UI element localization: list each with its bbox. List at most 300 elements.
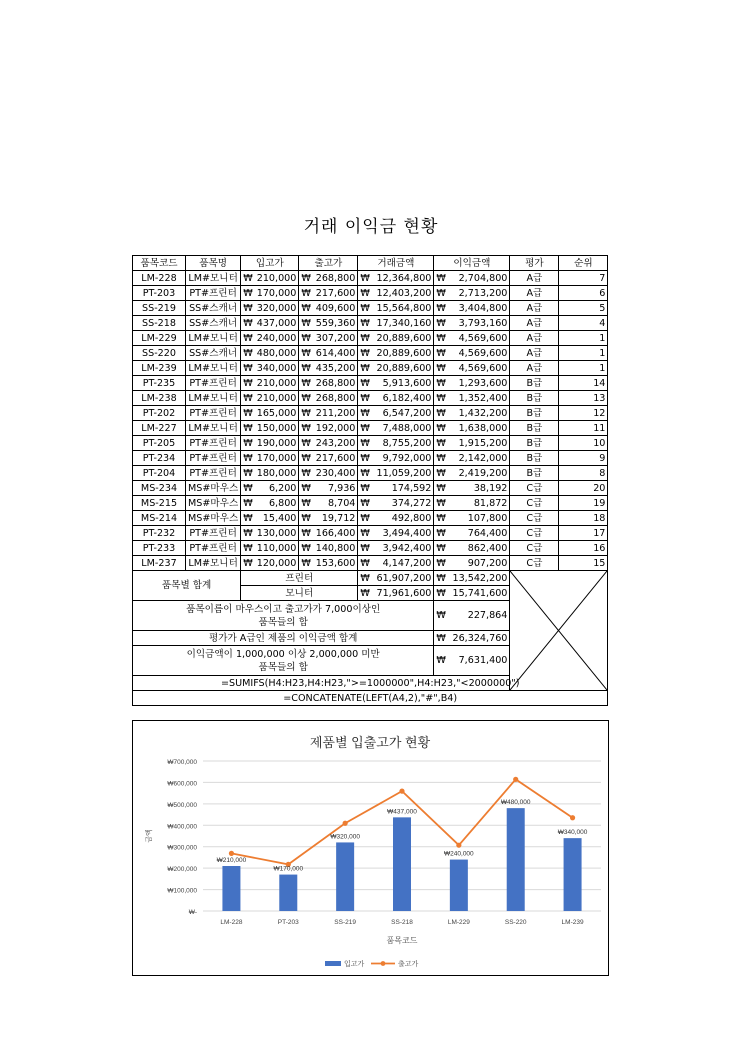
currency-symbol: ₩	[358, 541, 372, 556]
row-profit-amount: 1,432,200	[448, 406, 510, 421]
row-profit-amount: 2,704,800	[448, 271, 510, 286]
row-code: PT-205	[133, 436, 186, 451]
row-trade-amount: 374,272	[372, 496, 434, 511]
item-total-label: 품목별 합계	[133, 571, 241, 601]
formula-sumifs: =SUMIFS(H4:H23,H4:H23,">=1000000",H4:H23,"<2000000")	[133, 676, 608, 691]
chart-title: 제품별 입출고가 현황	[309, 735, 431, 750]
row-grade: A급	[510, 316, 559, 331]
row-rank: 6	[559, 286, 608, 301]
legend-out-price: 출고가	[398, 961, 419, 968]
row-grade: B급	[510, 451, 559, 466]
x-tick-label: LM-229	[447, 919, 470, 926]
row-code: PT-235	[133, 376, 186, 391]
x-tick-label: PT-203	[277, 919, 299, 926]
currency-symbol: ₩	[241, 511, 255, 526]
row-out-price: 140,800	[313, 541, 358, 556]
currency-symbol: ₩	[299, 496, 313, 511]
row-grade: C급	[510, 496, 559, 511]
row-name: MS#마우스	[186, 511, 241, 526]
row-rank: 5	[559, 301, 608, 316]
currency-symbol: ₩	[434, 391, 448, 406]
profit-range-line1: 이익금액이 1,000,000 이상 2,000,000 미만	[186, 648, 380, 660]
currency-symbol: ₩	[299, 346, 313, 361]
legend-bar-swatch	[325, 961, 341, 966]
row-trade-amount: 12,403,200	[372, 286, 434, 301]
row-out-price: 230,400	[313, 466, 358, 481]
row-in-price: 210,000	[255, 271, 299, 286]
row-grade: B급	[510, 466, 559, 481]
row-code: PT-203	[133, 286, 186, 301]
currency-symbol: ₩	[299, 406, 313, 421]
row-profit-amount: 764,400	[448, 526, 510, 541]
empty-crossed-cell	[510, 571, 608, 691]
currency-symbol: ₩	[358, 436, 372, 451]
row-rank: 10	[559, 436, 608, 451]
row-grade: A급	[510, 346, 559, 361]
profit-range-value: 7,631,400	[448, 646, 510, 676]
row-rank: 9	[559, 451, 608, 466]
bar-lm-229	[450, 860, 468, 911]
row-code: LM-229	[133, 331, 186, 346]
bar-data-label: ₩210,000	[216, 857, 247, 864]
mouse-condition-label	[133, 601, 434, 631]
row-trade-amount: 20,889,600	[372, 346, 434, 361]
mouse-condition-line2: 품목들의 합	[258, 616, 308, 628]
currency-symbol: ₩	[358, 571, 372, 586]
row-rank: 7	[559, 271, 608, 286]
row-code: MS-215	[133, 496, 186, 511]
currency-symbol: ₩	[358, 586, 372, 601]
header-name: 품목명	[186, 256, 241, 271]
currency-symbol: ₩	[358, 361, 372, 376]
table-row	[133, 526, 608, 541]
price-chart	[132, 720, 609, 976]
currency-symbol: ₩	[434, 286, 448, 301]
row-trade-amount: 12,364,800	[372, 271, 434, 286]
row-profit-amount: 4,569,600	[448, 346, 510, 361]
bar-pt-203	[279, 875, 297, 911]
currency-symbol: ₩	[434, 436, 448, 451]
printer-label: 프린터	[241, 571, 358, 586]
currency-symbol: ₩	[241, 271, 255, 286]
row-rank: 20	[559, 481, 608, 496]
row-out-price: 153,600	[313, 556, 358, 571]
row-profit-amount: 1,352,400	[448, 391, 510, 406]
table-row	[133, 481, 608, 496]
currency-symbol: ₩	[299, 271, 313, 286]
row-name: LM#모니터	[186, 556, 241, 571]
currency-symbol: ₩	[434, 526, 448, 541]
currency-symbol: ₩	[299, 436, 313, 451]
row-grade: C급	[510, 526, 559, 541]
sheet-title: 거래 이익금 현황	[303, 217, 439, 237]
currency-symbol: ₩	[299, 451, 313, 466]
row-in-price: 6,800	[255, 496, 299, 511]
row-out-price: 166,400	[313, 526, 358, 541]
x-tick-label: SS-219	[334, 919, 356, 926]
row-name: MS#마우스	[186, 496, 241, 511]
table-row	[133, 271, 608, 286]
row-profit-amount: 1,915,200	[448, 436, 510, 451]
table-row	[133, 436, 608, 451]
row-out-price: 8,704	[313, 496, 358, 511]
row-out-price: 192,000	[313, 421, 358, 436]
currency-symbol: ₩	[241, 526, 255, 541]
row-rank: 13	[559, 391, 608, 406]
row-out-price: 268,800	[313, 391, 358, 406]
row-code: SS-219	[133, 301, 186, 316]
row-code: PT-233	[133, 541, 186, 556]
currency-symbol: ₩	[241, 361, 255, 376]
row-out-price: 307,200	[313, 331, 358, 346]
currency-symbol: ₩	[299, 331, 313, 346]
row-rank: 12	[559, 406, 608, 421]
row-name: PT#프린터	[186, 466, 241, 481]
row-in-price: 190,000	[255, 436, 299, 451]
summary-section	[133, 571, 608, 706]
bar-lm-239	[564, 838, 582, 911]
currency-symbol: ₩	[434, 271, 448, 286]
monitor-profit-total: 15,741,600	[448, 586, 510, 601]
row-out-price: 243,200	[313, 436, 358, 451]
legend-in-price: 입고가	[344, 961, 365, 968]
row-code: PT-234	[133, 451, 186, 466]
row-in-price: 180,000	[255, 466, 299, 481]
currency-symbol: ₩	[358, 331, 372, 346]
bar-data-label: ₩170,000	[273, 865, 304, 873]
currency-symbol: ₩	[358, 466, 372, 481]
row-trade-amount: 3,942,400	[372, 541, 434, 556]
legend-line-marker	[381, 961, 386, 966]
row-in-price: 240,000	[255, 331, 299, 346]
profit-range-label	[133, 646, 434, 676]
currency-symbol: ₩	[241, 376, 255, 391]
row-name: LM#모니터	[186, 271, 241, 286]
row-rank: 11	[559, 421, 608, 436]
bar-lm-228	[222, 866, 240, 911]
bar-data-label: ₩437,000	[387, 808, 417, 816]
row-trade-amount: 492,800	[372, 511, 434, 526]
currency-symbol: ₩	[299, 421, 313, 436]
row-name: PT#프린터	[186, 286, 241, 301]
row-code: PT-232	[133, 526, 186, 541]
row-out-price: 268,800	[313, 271, 358, 286]
row-code: LM-239	[133, 361, 186, 376]
row-out-price: 19,712	[313, 511, 358, 526]
row-profit-amount: 862,400	[448, 541, 510, 556]
currency-symbol: ₩	[358, 391, 372, 406]
row-out-price: 211,200	[313, 406, 358, 421]
printer-trade-total: 61,907,200	[372, 571, 434, 586]
currency-symbol: ₩	[299, 481, 313, 496]
formula-concatenate: =CONCATENATE(LEFT(A4,2),"#",B4)	[133, 691, 608, 706]
table-row	[133, 361, 608, 376]
currency-symbol: ₩	[434, 376, 448, 391]
row-rank: 16	[559, 541, 608, 556]
currency-symbol: ₩	[241, 436, 255, 451]
row-profit-amount: 907,200	[448, 556, 510, 571]
currency-symbol: ₩	[434, 361, 448, 376]
table-row	[133, 496, 608, 511]
row-profit-amount: 81,872	[448, 496, 510, 511]
bar-ss-220	[507, 808, 525, 911]
currency-symbol: ₩	[241, 451, 255, 466]
bar-data-label: ₩240,000	[444, 850, 474, 858]
currency-symbol: ₩	[434, 316, 448, 331]
currency-symbol: ₩	[299, 466, 313, 481]
row-trade-amount: 6,547,200	[372, 406, 434, 421]
row-profit-amount: 107,800	[448, 511, 510, 526]
row-grade: B급	[510, 436, 559, 451]
row-out-price: 614,400	[313, 346, 358, 361]
row-grade: A급	[510, 331, 559, 346]
currency-symbol: ₩	[434, 481, 448, 496]
row-grade: A급	[510, 301, 559, 316]
currency-symbol: ₩	[299, 316, 313, 331]
row-profit-amount: 2,713,200	[448, 286, 510, 301]
y-tick-label: ₩600,000	[167, 780, 197, 788]
row-in-price: 170,000	[255, 286, 299, 301]
row-rank: 17	[559, 526, 608, 541]
table-row	[133, 511, 608, 526]
currency-symbol: ₩	[299, 511, 313, 526]
monitor-label: 모니터	[241, 586, 358, 601]
row-name: PT#프린터	[186, 406, 241, 421]
row-profit-amount: 3,404,800	[448, 301, 510, 316]
bar-ss-219	[336, 842, 354, 911]
currency-symbol: ₩	[434, 406, 448, 421]
table-row	[133, 421, 608, 436]
currency-symbol: ₩	[358, 556, 372, 571]
row-trade-amount: 20,889,600	[372, 331, 434, 346]
row-in-price: 150,000	[255, 421, 299, 436]
row-in-price: 210,000	[255, 391, 299, 406]
header-row	[133, 256, 608, 271]
row-profit-amount: 2,419,200	[448, 466, 510, 481]
bar-ss-218	[393, 817, 411, 911]
row-trade-amount: 8,755,200	[372, 436, 434, 451]
table-row	[133, 466, 608, 481]
header-rank: 순위	[559, 256, 608, 271]
row-grade: C급	[510, 481, 559, 496]
currency-symbol: ₩	[241, 286, 255, 301]
row-in-price: 165,000	[255, 406, 299, 421]
currency-symbol: ₩	[358, 346, 372, 361]
currency-symbol: ₩	[299, 526, 313, 541]
row-code: LM-237	[133, 556, 186, 571]
currency-symbol: ₩	[241, 556, 255, 571]
row-trade-amount: 4,147,200	[372, 556, 434, 571]
row-in-price: 110,000	[255, 541, 299, 556]
row-in-price: 6,200	[255, 481, 299, 496]
mouse-condition-value: 227,864	[448, 601, 510, 631]
row-name: PT#프린터	[186, 436, 241, 451]
x-tick-label: LM-228	[220, 919, 243, 926]
out-price-point	[229, 851, 234, 856]
row-rank: 1	[559, 331, 608, 346]
row-rank: 4	[559, 316, 608, 331]
currency-symbol: ₩	[358, 301, 372, 316]
row-rank: 14	[559, 376, 608, 391]
mouse-condition-line1: 품목이름이 마우스이고 출고가가 7,000이상인	[186, 603, 381, 615]
row-profit-amount: 1,293,600	[448, 376, 510, 391]
currency-symbol: ₩	[241, 406, 255, 421]
row-name: SS#스캐너	[186, 301, 241, 316]
currency-symbol: ₩	[358, 286, 372, 301]
currency-symbol: ₩	[434, 556, 448, 571]
row-rank: 1	[559, 346, 608, 361]
table-row	[133, 376, 608, 391]
currency-symbol: ₩	[434, 346, 448, 361]
monitor-trade-total: 71,961,600	[372, 586, 434, 601]
y-tick-label: ₩200,000	[167, 866, 197, 874]
table-row	[133, 391, 608, 406]
currency-symbol: ₩	[434, 511, 448, 526]
table-row	[133, 331, 608, 346]
currency-symbol: ₩	[434, 571, 448, 586]
out-price-point	[513, 777, 518, 782]
cross-mark	[510, 571, 607, 690]
row-out-price: 7,936	[313, 481, 358, 496]
table-row	[133, 541, 608, 556]
bar-data-label: ₩340,000	[557, 829, 588, 837]
row-name: PT#프린터	[186, 526, 241, 541]
currency-symbol: ₩	[358, 451, 372, 466]
currency-symbol: ₩	[241, 301, 255, 316]
row-trade-amount: 9,792,000	[372, 451, 434, 466]
currency-symbol: ₩	[241, 331, 255, 346]
currency-symbol: ₩	[241, 481, 255, 496]
currency-symbol: ₩	[299, 541, 313, 556]
currency-symbol: ₩	[299, 286, 313, 301]
profit-table	[132, 255, 608, 706]
currency-symbol: ₩	[241, 541, 255, 556]
row-grade: C급	[510, 541, 559, 556]
row-name: SS#스캐너	[186, 346, 241, 361]
table-row	[133, 556, 608, 571]
out-price-point	[456, 843, 461, 848]
row-rank: 19	[559, 496, 608, 511]
row-trade-amount: 3,494,400	[372, 526, 434, 541]
row-grade: B급	[510, 376, 559, 391]
row-name: LM#모니터	[186, 331, 241, 346]
row-name: PT#프린터	[186, 541, 241, 556]
currency-symbol: ₩	[241, 466, 255, 481]
row-profit-amount: 4,569,600	[448, 331, 510, 346]
row-code: SS-218	[133, 316, 186, 331]
row-code: LM-238	[133, 391, 186, 406]
y-tick-label: ₩400,000	[167, 823, 197, 831]
row-in-price: 480,000	[255, 346, 299, 361]
table-row	[133, 451, 608, 466]
row-profit-amount: 1,638,000	[448, 421, 510, 436]
row-name: LM#모니터	[186, 391, 241, 406]
printer-profit-total: 13,542,200	[448, 571, 510, 586]
currency-symbol: ₩	[241, 346, 255, 361]
table-row	[133, 346, 608, 361]
currency-symbol: ₩	[358, 421, 372, 436]
y-axis-label: 금액	[146, 829, 153, 843]
currency-symbol: ₩	[358, 271, 372, 286]
row-out-price: 217,600	[313, 451, 358, 466]
header-grade: 평가	[510, 256, 559, 271]
row-in-price: 340,000	[255, 361, 299, 376]
row-grade: B급	[510, 421, 559, 436]
row-in-price: 120,000	[255, 556, 299, 571]
currency-symbol: ₩	[241, 391, 255, 406]
chart-canvas	[133, 721, 608, 975]
row-trade-amount: 11,059,200	[372, 466, 434, 481]
row-in-price: 130,000	[255, 526, 299, 541]
row-grade: B급	[510, 406, 559, 421]
row-trade-amount: 7,488,000	[372, 421, 434, 436]
row-in-price: 15,400	[255, 511, 299, 526]
currency-symbol: ₩	[299, 556, 313, 571]
row-rank: 1	[559, 361, 608, 376]
row-trade-amount: 174,592	[372, 481, 434, 496]
header-out-price: 출고가	[299, 256, 358, 271]
row-code: MS-234	[133, 481, 186, 496]
out-price-point	[570, 815, 575, 820]
row-out-price: 409,600	[313, 301, 358, 316]
row-code: SS-220	[133, 346, 186, 361]
row-in-price: 210,000	[255, 376, 299, 391]
currency-symbol: ₩	[299, 361, 313, 376]
currency-symbol: ₩	[241, 421, 255, 436]
currency-symbol: ₩	[299, 391, 313, 406]
row-trade-amount: 6,182,400	[372, 391, 434, 406]
row-code: LM-228	[133, 271, 186, 286]
row-code: MS-214	[133, 511, 186, 526]
row-profit-amount: 38,192	[448, 481, 510, 496]
x-axis-label: 품목코드	[386, 936, 418, 945]
y-tick-label: ₩700,000	[167, 759, 197, 766]
y-tick-label: ₩500,000	[167, 801, 197, 809]
currency-symbol: ₩	[358, 376, 372, 391]
currency-symbol: ₩	[299, 301, 313, 316]
currency-symbol: ₩	[434, 646, 448, 676]
row-trade-amount: 15,564,800	[372, 301, 434, 316]
row-name: PT#프린터	[186, 376, 241, 391]
out-price-point	[343, 821, 348, 826]
currency-symbol: ₩	[358, 496, 372, 511]
currency-symbol: ₩	[434, 331, 448, 346]
currency-symbol: ₩	[358, 526, 372, 541]
row-grade: C급	[510, 511, 559, 526]
row-trade-amount: 20,889,600	[372, 361, 434, 376]
row-in-price: 170,000	[255, 451, 299, 466]
currency-symbol: ₩	[434, 631, 448, 646]
header-profit-amount: 이익금액	[434, 256, 510, 271]
table-body	[133, 271, 608, 571]
row-name: LM#모니터	[186, 421, 241, 436]
currency-symbol: ₩	[299, 376, 313, 391]
currency-symbol: ₩	[434, 601, 448, 631]
row-out-price: 559,360	[313, 316, 358, 331]
currency-symbol: ₩	[434, 421, 448, 436]
row-in-price: 320,000	[255, 301, 299, 316]
header-in-price: 입고가	[241, 256, 299, 271]
row-out-price: 268,800	[313, 376, 358, 391]
grade-a-value: 26,324,760	[448, 631, 510, 646]
currency-symbol: ₩	[241, 316, 255, 331]
row-name: MS#마우스	[186, 481, 241, 496]
row-profit-amount: 3,793,160	[448, 316, 510, 331]
table-row	[133, 316, 608, 331]
row-profit-amount: 2,142,000	[448, 451, 510, 466]
currency-symbol: ₩	[358, 481, 372, 496]
y-tick-label: ₩100,000	[167, 887, 197, 895]
